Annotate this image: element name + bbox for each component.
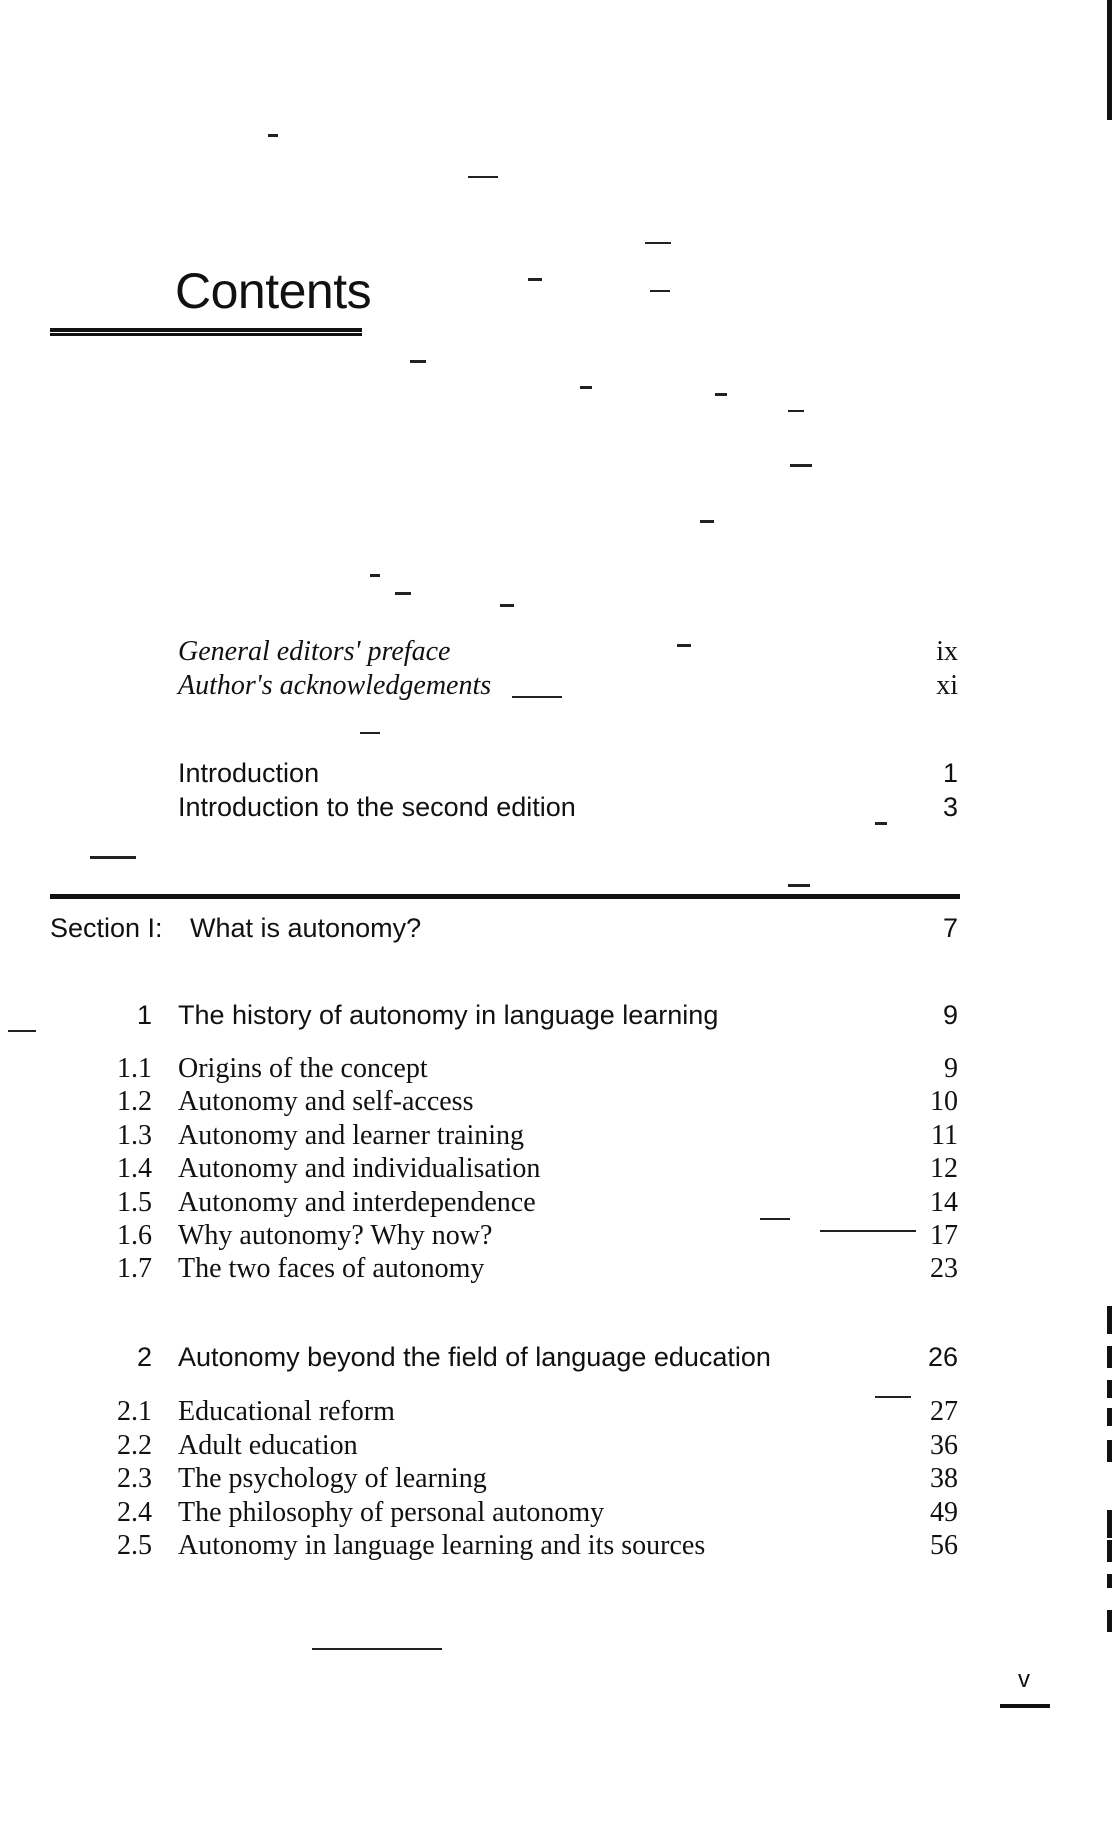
entry-page: 9 xyxy=(942,1000,958,1030)
title-underline xyxy=(50,328,362,336)
chapter-title: Autonomy beyond the field of language education xyxy=(178,1342,771,1372)
scan-edge xyxy=(1107,1510,1112,1538)
entry-page: 11 xyxy=(931,1120,958,1151)
entry-page: 27 xyxy=(930,1396,958,1427)
toc-entry-prelim xyxy=(0,670,1112,706)
subsection-number: 2.2 xyxy=(117,1430,152,1461)
section-heading xyxy=(0,913,1112,953)
scan-speck xyxy=(645,242,671,244)
folio-rule xyxy=(1000,1704,1050,1708)
subsection-entry xyxy=(0,1530,1112,1566)
scan-speck xyxy=(268,134,278,137)
scan-speck xyxy=(650,290,670,292)
chapter-title: The history of autonomy in language learning xyxy=(178,1000,719,1030)
subsection-entry xyxy=(0,1497,1112,1533)
scan-speck xyxy=(760,1218,790,1220)
entry-page: 14 xyxy=(930,1187,958,1218)
entry-title: Author's acknowledgements xyxy=(178,670,492,701)
subsection-number: 2.1 xyxy=(117,1396,152,1427)
subsection-entry xyxy=(0,1120,1112,1156)
subsection-title: Origins of the concept xyxy=(178,1053,428,1084)
entry-page: 17 xyxy=(930,1220,958,1251)
entry-page: 38 xyxy=(930,1463,958,1494)
scan-speck xyxy=(370,574,380,577)
entry-title: Introduction xyxy=(178,758,320,788)
subsection-number: 2.4 xyxy=(117,1497,152,1528)
scan-edge xyxy=(1107,1408,1112,1426)
entry-page: 12 xyxy=(930,1153,958,1184)
scan-edge xyxy=(1107,1574,1112,1588)
chapter-number: 1 xyxy=(136,1000,152,1030)
scan-speck xyxy=(875,822,887,825)
subsection-number: 1.6 xyxy=(117,1220,152,1251)
subsection-title: Adult education xyxy=(178,1430,358,1461)
subsection-entry xyxy=(0,1053,1112,1089)
subsection-title: Autonomy and interdependence xyxy=(178,1187,536,1218)
subsection-title: The two faces of autonomy xyxy=(178,1253,485,1284)
scan-speck xyxy=(360,732,380,734)
scan-speck xyxy=(8,1030,36,1032)
scan-edge xyxy=(1107,1346,1112,1368)
subsection-number: 1.3 xyxy=(117,1120,152,1151)
subsection-number: 1.2 xyxy=(117,1086,152,1117)
subsection-title: The psychology of learning xyxy=(178,1463,487,1494)
entry-page: 49 xyxy=(930,1497,958,1528)
toc-entry-prelim xyxy=(0,636,1112,672)
entry-page: 10 xyxy=(930,1086,958,1117)
subsection-number: 2.3 xyxy=(117,1463,152,1494)
entry-page: ix xyxy=(936,636,958,667)
scan-speck xyxy=(788,884,810,887)
chapter-entry xyxy=(0,1000,1112,1036)
section-title: What is autonomy? xyxy=(190,913,422,943)
scan-speck xyxy=(820,1230,916,1232)
chapter-entry xyxy=(0,1342,1112,1378)
scan-speck xyxy=(580,386,592,389)
subsection-number: 1.5 xyxy=(117,1187,152,1218)
scan-speck xyxy=(790,464,812,467)
entry-page: 9 xyxy=(944,1053,958,1084)
section-number: Section I: xyxy=(50,913,163,943)
section-divider xyxy=(50,894,960,899)
subsection-number: 2.5 xyxy=(117,1530,152,1561)
subsection-title: Educational reform xyxy=(178,1396,395,1427)
scan-edge xyxy=(1107,1610,1112,1632)
scan-speck xyxy=(700,520,714,523)
subsection-entry xyxy=(0,1463,1112,1499)
subsection-number: 1.7 xyxy=(117,1253,152,1284)
subsection-entry xyxy=(0,1253,1112,1289)
scan-speck xyxy=(715,393,727,396)
subsection-entry xyxy=(0,1396,1112,1432)
subsection-entry xyxy=(0,1086,1112,1122)
entry-page: 23 xyxy=(930,1253,958,1284)
subsection-title: Why autonomy? Why now? xyxy=(178,1220,493,1251)
scan-edge xyxy=(1107,1380,1112,1398)
subsection-entry xyxy=(0,1187,1112,1223)
subsection-entry xyxy=(0,1220,1112,1256)
scan-speck xyxy=(788,410,804,412)
scan-speck xyxy=(528,278,542,281)
toc-entry-intro xyxy=(0,792,1112,828)
subsection-title: Autonomy in language learning and its sources xyxy=(178,1530,706,1561)
scan-edge xyxy=(1107,1306,1112,1334)
subsection-entry xyxy=(0,1430,1112,1466)
scan-edge xyxy=(1107,1540,1112,1562)
entry-title: Introduction to the second edition xyxy=(178,792,576,822)
scan-speck xyxy=(312,1648,442,1650)
subsection-title: The philosophy of personal autonomy xyxy=(178,1497,605,1528)
scan-edge xyxy=(1107,0,1112,120)
subsection-number: 1.4 xyxy=(117,1153,152,1184)
entry-page: 56 xyxy=(930,1530,958,1561)
toc-entry-intro xyxy=(0,758,1112,794)
scan-speck xyxy=(875,1396,911,1398)
scan-speck xyxy=(90,856,136,859)
subsection-title: Autonomy and self-access xyxy=(178,1086,474,1117)
scan-speck xyxy=(512,696,562,698)
page-title: Contents xyxy=(175,263,372,319)
scan-speck xyxy=(395,592,411,595)
entry-page: 3 xyxy=(942,792,958,822)
chapter-number: 2 xyxy=(136,1342,152,1372)
entry-page: 26 xyxy=(927,1342,958,1372)
scan-speck xyxy=(677,644,691,647)
subsection-entry xyxy=(0,1153,1112,1189)
entry-page: 1 xyxy=(942,758,958,788)
scan-edge xyxy=(1107,1440,1112,1462)
entry-page: 7 xyxy=(942,913,958,943)
scan-speck xyxy=(468,176,498,178)
entry-title: General editors' preface xyxy=(178,636,451,667)
entry-page: 36 xyxy=(930,1430,958,1461)
folio-number: v xyxy=(1018,1666,1030,1693)
subsection-title: Autonomy and individualisation xyxy=(178,1153,541,1184)
subsection-number: 1.1 xyxy=(117,1053,152,1084)
entry-page: xi xyxy=(936,670,958,701)
scan-speck xyxy=(500,604,514,607)
scan-speck xyxy=(410,360,426,363)
subsection-title: Autonomy and learner training xyxy=(178,1120,525,1151)
